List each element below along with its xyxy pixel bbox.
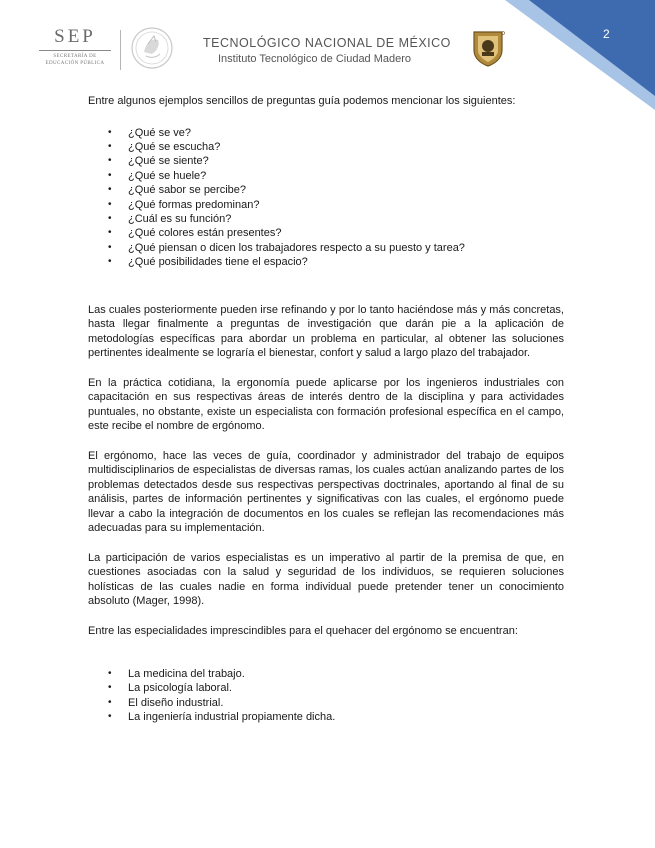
list-item [88, 241, 564, 255]
list-item-text: ¿Qué se escucha? [128, 140, 221, 153]
list-item-text: El diseño industrial. [128, 696, 224, 709]
list-item [88, 681, 564, 695]
list-item [88, 169, 564, 183]
bullet: • [108, 155, 112, 167]
header-divider [120, 30, 121, 70]
list-item-text: ¿Cuál es su función? [128, 212, 232, 225]
bullet: • [108, 682, 112, 694]
list-item [88, 154, 564, 168]
bullet: • [108, 668, 112, 680]
list-item-text: ¿Qué colores están presentes? [128, 227, 282, 240]
bullet: • [108, 256, 112, 268]
itcm-shield-icon [470, 28, 506, 68]
list-item [88, 212, 564, 226]
list-item [88, 140, 564, 154]
paragraph-refinement: Las cuales posteriormente pueden irse refinando y por lo tanto haciéndose más y más concretas, hasta llegar finalmente a preguntas de investigación que darán pie a la aplicación de metodologías específicas para abordar un problema en particular, al obtener las soluciones pertinentes idealmente se lograría el bienestar, confort y salud a largo plazo del trabajador. [88, 303, 564, 360]
mexico-seal-icon [130, 24, 174, 72]
bullet: • [108, 212, 112, 224]
sep-wordmark: SEP [54, 26, 96, 47]
page-number: 2 [603, 27, 610, 41]
list-item [88, 126, 564, 140]
bullet: • [108, 169, 112, 181]
sep-logo [30, 27, 120, 67]
tecnm-subtitle: Instituto Tecnológico de Ciudad Madero [218, 53, 412, 65]
bullet: • [108, 227, 112, 239]
specialties-list [88, 667, 564, 725]
list-item-text: ¿Qué piensan o dicen los trabajadores respecto a su puesto y tarea? [128, 241, 465, 254]
bullet: • [108, 711, 112, 723]
bullet: • [108, 126, 112, 138]
tecnm-heading [203, 36, 451, 66]
list-item-text: ¿Qué sabor se percibe? [128, 184, 247, 197]
document-body [88, 94, 564, 725]
page-header [0, 0, 655, 95]
paragraph-participation: La participación de varios especialistas es un imperativo al partir de la premisa de que, en cuestiones asociadas con la salud y seguridad de los individuos, se requieren soluciones holísticas de las cuales nadie en forma individual puede pretender tener un conocimiento absoluto (Mager, 1998). [88, 551, 564, 608]
sep-subtitle-2: EDUCACIÓN PÚBLICA [45, 61, 105, 66]
list-item [88, 226, 564, 240]
questions-list [88, 126, 564, 270]
paragraph-practice: En la práctica cotidiana, la ergonomía puede aplicarse por los ingenieros industriales con capacitación en sus respectivas áreas de interés dentro de la disciplina y para actividades puntuales, no obstante, existe un especialista con formación profesional específica en el campo, este recibe el nombre de ergónomo. [88, 376, 564, 433]
list-item-text: La ingeniería industrial propiamente dicha. [128, 711, 336, 724]
list-item [88, 696, 564, 710]
sep-rule [39, 50, 111, 51]
list-item-text: ¿Qué se ve? [128, 126, 191, 139]
bullet: • [108, 198, 112, 210]
list-item [88, 667, 564, 681]
paragraph-ergonomist: El ergónomo, hace las veces de guía, coordinador y administrador del trabajo de equipos multidisciplinarios de especialistas de diversas ramas, los cuales actúan analizando partes de los problemas detectados desde sus respectivas perspectivas doctrinales, aportando al final de su análisis, partes de información pertinentes y significativas con las cuales, el ergónomo puede llevar a cabo la integración de documentos en los cuales se reflejan las recomendaciones más adecuadas para su implementación. [88, 449, 564, 535]
tecnm-title: TECNOLÓGICO NACIONAL DE MÉXICO [203, 36, 451, 50]
list-item-text: ¿Qué se siente? [128, 155, 209, 168]
sep-subtitle-1: SECRETARÍA DE [53, 54, 97, 59]
bullet: • [108, 184, 112, 196]
list-item-text: La psicología laboral. [128, 682, 232, 695]
list-item [88, 198, 564, 212]
list-item-text: ¿Qué formas predominan? [128, 198, 260, 211]
bullet: • [108, 140, 112, 152]
list-item [88, 710, 564, 724]
paragraph-specialties-intro: Entre las especialidades imprescindibles para el quehacer del ergónomo se encuentran: [88, 624, 518, 637]
intro-paragraph: Entre algunos ejemplos sencillos de preguntas guía podemos mencionar los siguientes: [88, 95, 516, 107]
list-item [88, 183, 564, 197]
bullet: • [108, 241, 112, 253]
list-item-text: La medicina del trabajo. [128, 668, 245, 681]
list-item [88, 255, 564, 269]
list-item-text: ¿Qué se huele? [128, 169, 207, 182]
bullet: • [108, 696, 112, 708]
list-item-text: ¿Qué posibilidades tiene el espacio? [128, 256, 308, 269]
